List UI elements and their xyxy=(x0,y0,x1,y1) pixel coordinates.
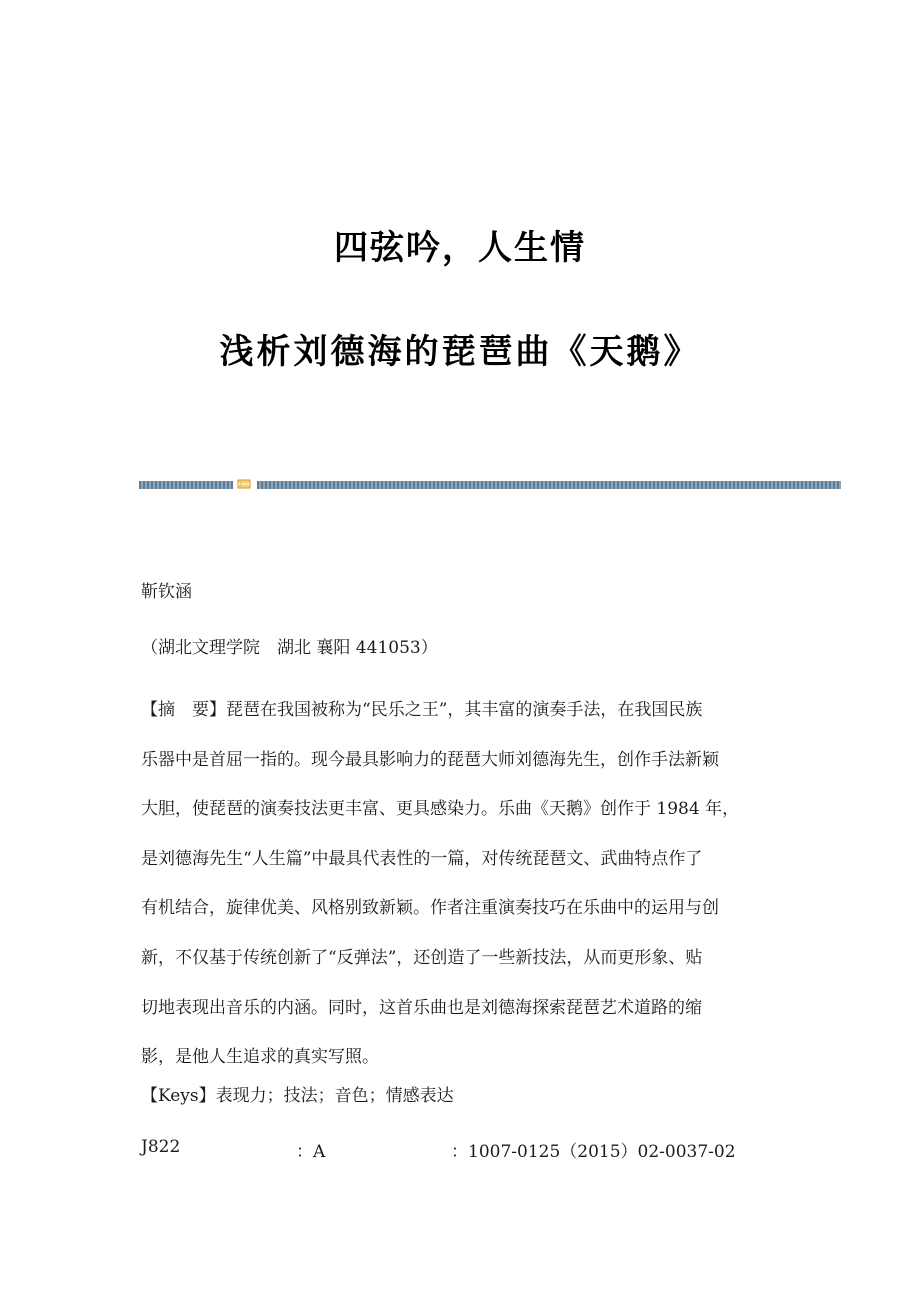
classification-code: J822 xyxy=(141,1137,181,1157)
abstract-line: 影，是他人生追求的真实写照。 xyxy=(141,1047,379,1068)
title-line-2: 浅析刘德海的琵琶曲《天鹅》 xyxy=(219,332,701,372)
author-name: 靳钦涵 xyxy=(141,582,192,602)
abstract-line: 有机结合，旋律优美、风格别致新颖。作者注重演奏技巧在乐曲中的运用与创 xyxy=(141,898,719,919)
title-divider xyxy=(139,478,841,490)
divider-ornament-icon xyxy=(237,478,251,490)
abstract-line: 乐器中是首屈一指的。现今最具影响力的琵琶大师刘德海先生，创作手法新颖 xyxy=(141,749,719,770)
abstract-line: 切地表现出音乐的内涵。同时，这首乐曲也是刘德海探索琵琶艺术道路的缩 xyxy=(141,997,702,1018)
title-line-1: 四弦吟，人生情 xyxy=(334,228,586,268)
abstract xyxy=(141,686,781,1083)
abstract-line: 大胆，使琵琶的演奏技法更丰富、更具感染力。乐曲《天鹅》创作于 1984 年， xyxy=(141,799,740,820)
divider-bar-left xyxy=(139,481,233,489)
author-affiliation: （湖北文理学院 湖北 襄阳 441053） xyxy=(141,638,438,658)
abstract-line: 新，不仅基于传统创新了“反弹法”，还创造了一些新技法，从而更形象、贴 xyxy=(141,947,703,968)
divider-bar-right xyxy=(257,481,841,489)
document-code: ：A xyxy=(296,1142,326,1162)
classification-row xyxy=(141,1137,781,1161)
abstract-line: 【摘 要】琵琶在我国被称为“民乐之王”，其丰富的演奏手法，在我国民族 xyxy=(141,700,703,720)
article-number: ：1007-0125（2015）02-0037-02 xyxy=(451,1142,736,1162)
keywords: 【Keys】表现力；技法；音色；情感表达 xyxy=(141,1086,454,1106)
abstract-line: 是刘德海先生“人生篇”中最具代表性的一篇，对传统琵琶文、武曲特点作了 xyxy=(141,848,703,869)
